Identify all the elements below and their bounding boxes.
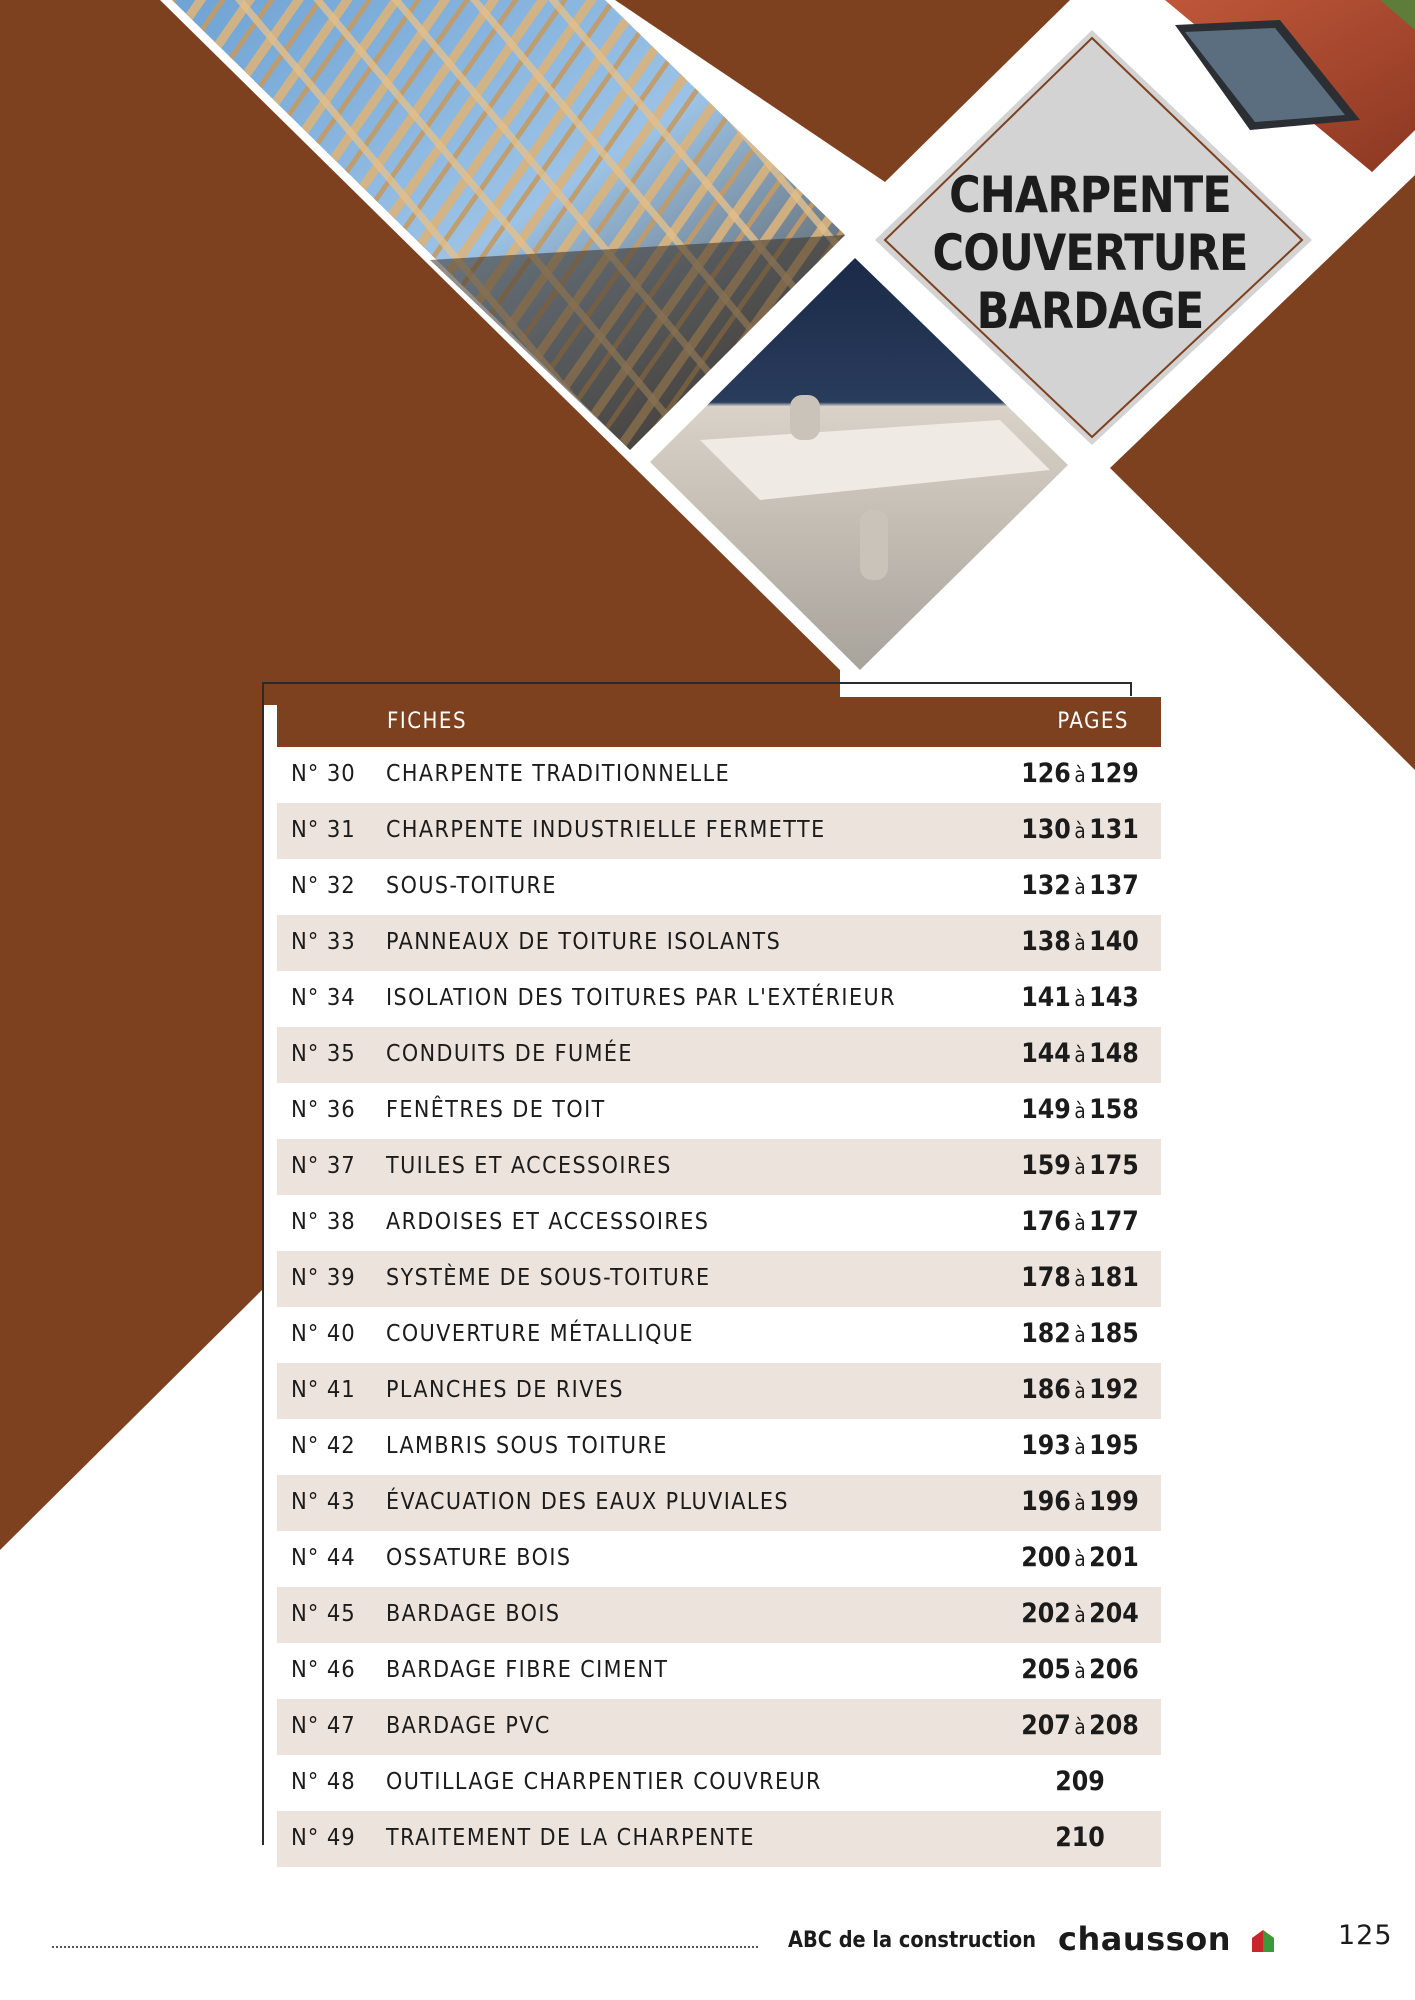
page-range-separator: à <box>1074 1267 1086 1291</box>
title-line-3: BARDAGE <box>976 282 1204 340</box>
page-to: 206 <box>1089 1654 1139 1685</box>
table-row <box>277 1363 1161 1419</box>
page-range-separator: à <box>1074 875 1086 899</box>
table-row <box>277 1195 1161 1251</box>
fiche-label: SOUS-TOITURE <box>386 873 557 899</box>
page-range <box>1014 1486 1146 1517</box>
page-range <box>1014 926 1146 957</box>
page-to: 148 <box>1089 1038 1139 1069</box>
page-to: 181 <box>1089 1262 1139 1293</box>
page-range-separator: à <box>1074 1211 1086 1235</box>
page-from: 144 <box>1021 1038 1071 1069</box>
fiche-number: N° 35 <box>291 1041 356 1067</box>
page-number: 125 <box>1338 1920 1393 1951</box>
page-to: 175 <box>1089 1150 1139 1181</box>
page-to: 195 <box>1089 1430 1139 1461</box>
page-range-separator: à <box>1074 1099 1086 1123</box>
page-to: 208 <box>1089 1710 1139 1741</box>
table-row <box>277 1083 1161 1139</box>
page-range-separator: à <box>1074 1715 1086 1739</box>
fiche-number: N° 45 <box>291 1601 356 1627</box>
fiche-label: CHARPENTE TRADITIONNELLE <box>386 761 731 787</box>
fiche-label: BARDAGE FIBRE CIMENT <box>386 1657 669 1683</box>
page-from: 207 <box>1021 1710 1071 1741</box>
page-range <box>1014 1654 1146 1685</box>
fiche-number: N° 49 <box>291 1825 356 1851</box>
page-range-separator: à <box>1074 1379 1086 1403</box>
fiche-number: N° 44 <box>291 1545 356 1571</box>
table-row <box>277 1139 1161 1195</box>
page-from: 209 <box>1055 1766 1105 1797</box>
fiche-label: SYSTÈME DE SOUS-TOITURE <box>386 1265 711 1291</box>
brand-logo-text: chausson <box>1058 1920 1231 1958</box>
footer-dotted-rule <box>52 1946 758 1948</box>
fiche-number: N° 38 <box>291 1209 356 1235</box>
fiche-label: FENÊTRES DE TOIT <box>386 1097 606 1123</box>
section-title <box>909 166 1270 340</box>
page-from: 149 <box>1021 1094 1071 1125</box>
page-from: 186 <box>1021 1374 1071 1405</box>
page-from: 130 <box>1021 814 1071 845</box>
table-row <box>277 1531 1161 1587</box>
table-frame-right-tick <box>1130 682 1132 696</box>
page-to: 129 <box>1089 758 1139 789</box>
fiche-label: TRAITEMENT DE LA CHARPENTE <box>386 1825 755 1851</box>
page-from: 176 <box>1021 1206 1071 1237</box>
page-range-separator: à <box>1074 1043 1086 1067</box>
fiche-label: OSSATURE BOIS <box>386 1545 572 1571</box>
fiche-number: N° 40 <box>291 1321 356 1347</box>
table-row <box>277 1027 1161 1083</box>
page-range <box>1014 1822 1146 1853</box>
page-from: 196 <box>1021 1486 1071 1517</box>
house-logo-icon <box>1252 1930 1274 1952</box>
page-range-separator: à <box>1074 1435 1086 1459</box>
fiche-number: N° 36 <box>291 1097 356 1123</box>
fiche-label: ISOLATION DES TOITURES PAR L'EXTÉRIEUR <box>386 985 896 1011</box>
fiche-number: N° 46 <box>291 1657 356 1683</box>
page-from: 210 <box>1055 1822 1105 1853</box>
page-to: 185 <box>1089 1318 1139 1349</box>
fiche-label: OUTILLAGE CHARPENTIER COUVREUR <box>386 1769 822 1795</box>
page-range <box>1014 1766 1146 1797</box>
table-row <box>277 1643 1161 1699</box>
fiche-number: N° 42 <box>291 1433 356 1459</box>
page-from: 200 <box>1021 1542 1071 1573</box>
page-range-separator: à <box>1074 1155 1086 1179</box>
footer-title: ABC de la construction <box>788 1928 1036 1953</box>
table-row <box>277 1419 1161 1475</box>
header-fiches: FICHES <box>387 709 468 734</box>
fiche-label: COUVERTURE MÉTALLIQUE <box>386 1321 694 1347</box>
fiche-number: N° 43 <box>291 1489 356 1515</box>
header-pages: PAGES <box>1057 709 1129 734</box>
page-from: 193 <box>1021 1430 1071 1461</box>
title-line-2: COUVERTURE <box>932 224 1248 282</box>
page-range-separator: à <box>1074 1659 1086 1683</box>
page-range-separator: à <box>1074 1547 1086 1571</box>
fiche-number: N° 39 <box>291 1265 356 1291</box>
fiche-number: N° 34 <box>291 985 356 1011</box>
fiche-label: TUILES ET ACCESSOIRES <box>386 1153 672 1179</box>
table-row <box>277 1699 1161 1755</box>
fiche-number: N° 30 <box>291 761 356 787</box>
table-row <box>277 859 1161 915</box>
fiche-number: N° 41 <box>291 1377 356 1403</box>
fiche-number: N° 31 <box>291 817 356 843</box>
page-from: 126 <box>1021 758 1071 789</box>
fiche-label: PANNEAUX DE TOITURE ISOLANTS <box>386 929 782 955</box>
page-range <box>1014 1206 1146 1237</box>
fiche-number: N° 37 <box>291 1153 356 1179</box>
table-header <box>277 697 1161 747</box>
page-range-separator: à <box>1074 763 1086 787</box>
table-row <box>277 1811 1161 1867</box>
page-range <box>1014 1318 1146 1349</box>
fiche-label: ÉVACUATION DES EAUX PLUVIALES <box>386 1489 789 1515</box>
page-to: 201 <box>1089 1542 1139 1573</box>
page-to: 140 <box>1089 926 1139 957</box>
page-range <box>1014 758 1146 789</box>
page-range <box>1014 1262 1146 1293</box>
page-to: 137 <box>1089 870 1139 901</box>
table-row <box>277 1307 1161 1363</box>
page-range <box>1014 814 1146 845</box>
fiche-label: CONDUITS DE FUMÉE <box>386 1041 633 1067</box>
table-row <box>277 803 1161 859</box>
page-range <box>1014 1710 1146 1741</box>
fiche-label: ARDOISES ET ACCESSOIRES <box>386 1209 710 1235</box>
fiche-number: N° 47 <box>291 1713 356 1739</box>
page-to: 143 <box>1089 982 1139 1013</box>
page-range-separator: à <box>1074 1491 1086 1515</box>
page-range-separator: à <box>1074 931 1086 955</box>
table-row <box>277 971 1161 1027</box>
fiche-label: LAMBRIS SOUS TOITURE <box>386 1433 668 1459</box>
table-row <box>277 747 1161 803</box>
page-from: 159 <box>1021 1150 1071 1181</box>
table-row <box>277 1755 1161 1811</box>
page-range <box>1014 870 1146 901</box>
fiche-label: BARDAGE PVC <box>386 1713 551 1739</box>
page-to: 204 <box>1089 1598 1139 1629</box>
fiche-number: N° 33 <box>291 929 356 955</box>
page-from: 141 <box>1021 982 1071 1013</box>
page-range-separator: à <box>1074 819 1086 843</box>
page-from: 202 <box>1021 1598 1071 1629</box>
page-to: 199 <box>1089 1486 1139 1517</box>
fiche-label: CHARPENTE INDUSTRIELLE FERMETTE <box>386 817 826 843</box>
page-range <box>1014 1094 1146 1125</box>
page-range <box>1014 1598 1146 1629</box>
page-range <box>1014 1430 1146 1461</box>
page-range-separator: à <box>1074 987 1086 1011</box>
page-range <box>1014 1150 1146 1181</box>
table-row <box>277 1587 1161 1643</box>
page-from: 178 <box>1021 1262 1071 1293</box>
page-from: 182 <box>1021 1318 1071 1349</box>
page-range-separator: à <box>1074 1323 1086 1347</box>
page-from: 132 <box>1021 870 1071 901</box>
page-to: 192 <box>1089 1374 1139 1405</box>
page-to: 131 <box>1089 814 1139 845</box>
fiche-number: N° 32 <box>291 873 356 899</box>
table-row <box>277 1475 1161 1531</box>
page-from: 138 <box>1021 926 1071 957</box>
fiche-label: PLANCHES DE RIVES <box>386 1377 624 1403</box>
page-range <box>1014 1542 1146 1573</box>
table-row <box>277 1251 1161 1307</box>
page-range <box>1014 982 1146 1013</box>
page-to: 158 <box>1089 1094 1139 1125</box>
fiche-label: BARDAGE BOIS <box>386 1601 561 1627</box>
title-line-1: CHARPENTE <box>949 166 1231 224</box>
page-range-separator: à <box>1074 1603 1086 1627</box>
table-body <box>277 747 1161 1867</box>
page-range <box>1014 1374 1146 1405</box>
page-range <box>1014 1038 1146 1069</box>
table-row <box>277 915 1161 971</box>
fiche-number: N° 48 <box>291 1769 356 1795</box>
page-to: 177 <box>1089 1206 1139 1237</box>
page-from: 205 <box>1021 1654 1071 1685</box>
